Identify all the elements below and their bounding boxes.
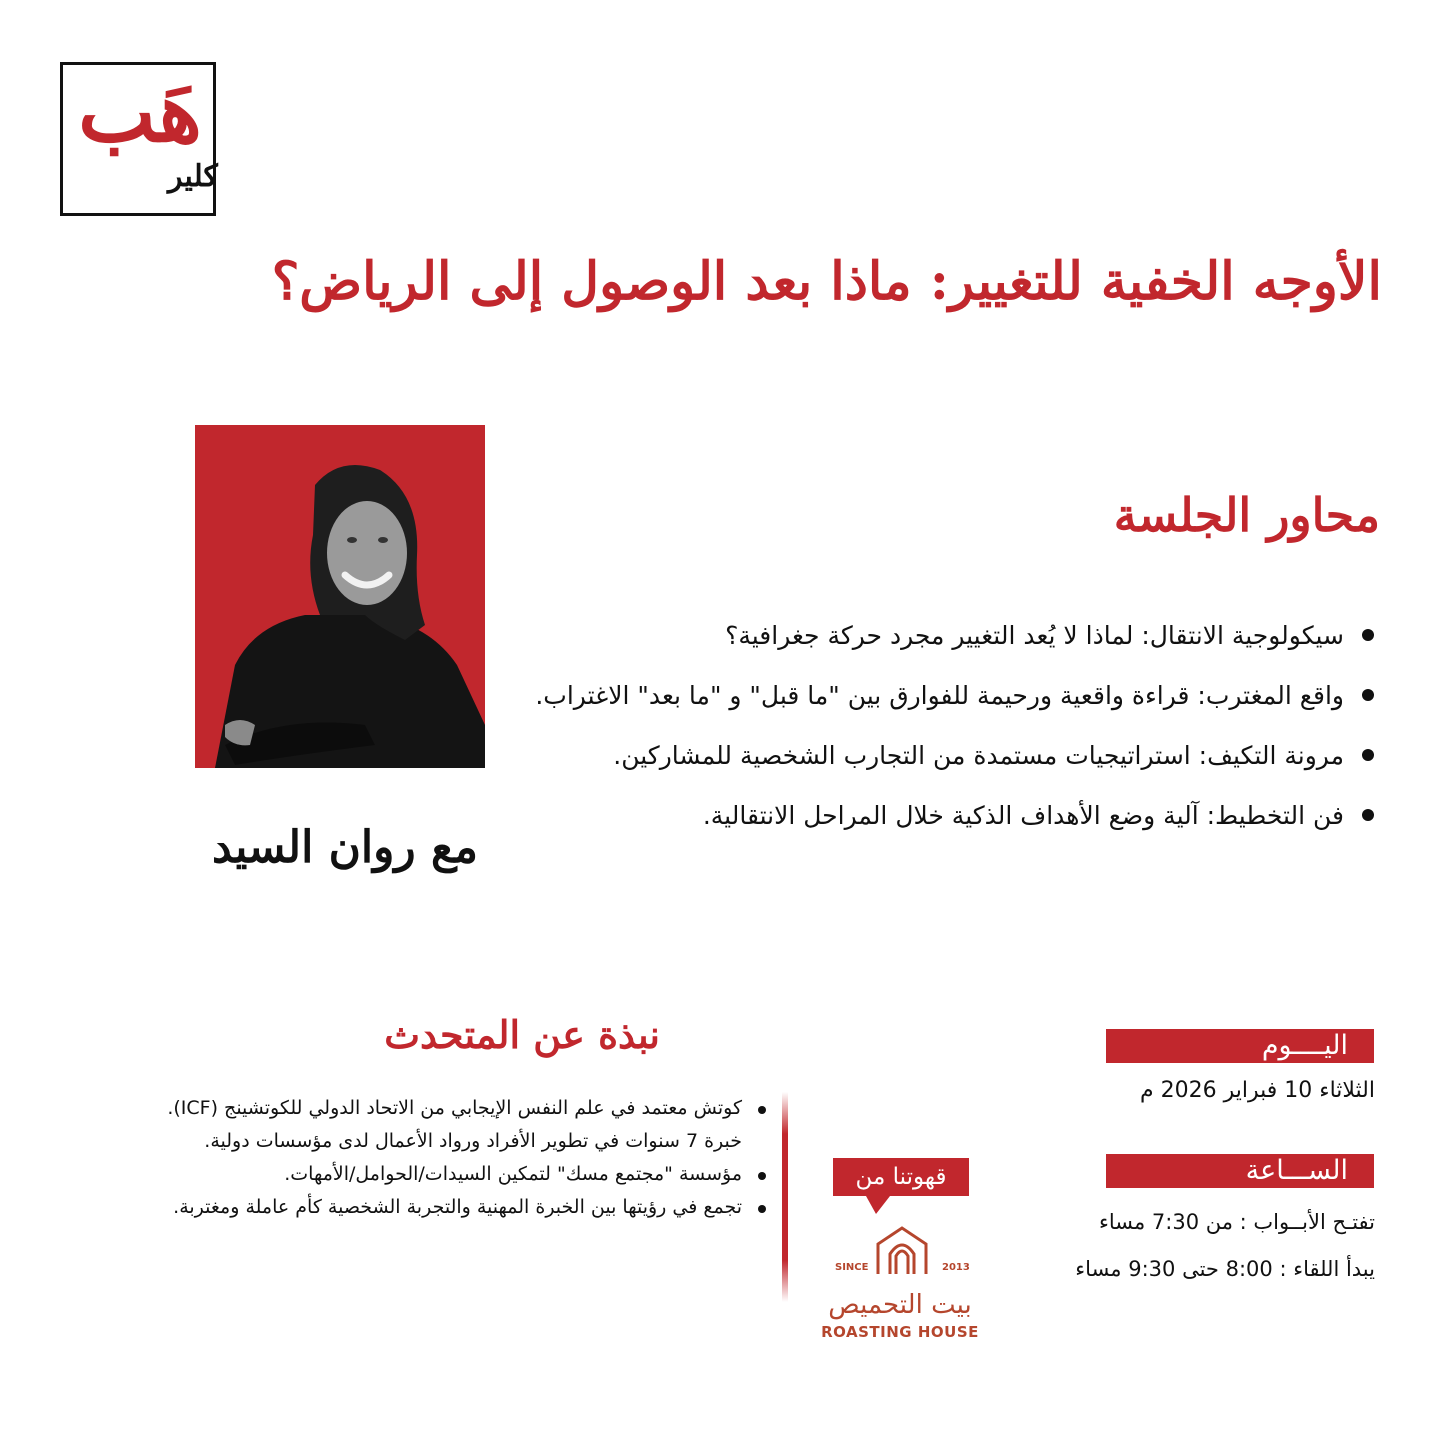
start-time: يبدأ اللقاء : 8:00 حتى 9:30 مساء (1075, 1257, 1375, 1281)
event-date: الثلاثاء 10 فبراير 2026 م (1139, 1078, 1375, 1103)
list-item: سيكولوجية الانتقال: لماذا لا يُعد التغيير مجرد حركة جغرافية؟ (518, 606, 1378, 666)
sponsor-name-english: ROASTING HOUSE (821, 1323, 979, 1341)
time-label: الســـاعة (1106, 1154, 1374, 1188)
list-item: مؤسسة "مجتمع مسك" لتمكين السيدات/الحوامل/الأمهات. (80, 1158, 770, 1191)
speaker-portrait-icon (195, 425, 485, 768)
day-label: اليــــوم (1106, 1029, 1374, 1063)
logo-main-text: هَب (78, 65, 202, 161)
session-axes-heading: محاور الجلسة (1113, 488, 1380, 542)
sponsor-name-arabic: بيت التحميص (828, 1290, 972, 1320)
list-item: خبرة 7 سنوات في تطوير الأفراد ورواد الأعمال لدى مؤسسات دولية. (204, 1130, 742, 1152)
list-item: مرونة التكيف: استراتيجيات مستمدة من التجارب الشخصية للمشاركين. (518, 726, 1378, 786)
speaker-photo (195, 425, 485, 768)
doors-open-time: تفتـح الأبــواب : من 7:30 مساء (1098, 1210, 1375, 1234)
speaker-bio-list (80, 1092, 770, 1224)
speaker-bio-heading: نبذة عن المتحدث (384, 1012, 660, 1057)
event-title: الأوجه الخفية للتغيير: ماذا بعد الوصول إلى الرياض؟ (271, 251, 1382, 312)
sponsor-year: 2013 (942, 1262, 970, 1273)
list-item: فن التخطيط: آلية وضع الأهداف الذكية خلال المراحل الانتقالية. (518, 786, 1378, 846)
sponsor-since: SINCE (835, 1262, 869, 1273)
list-item: تجمع في رؤيتها بين الخبرة المهنية والتجربة الشخصية كأم عاملة ومغتربة. (80, 1191, 770, 1224)
logo-sub-text: كلير (168, 159, 218, 194)
section-divider (782, 1092, 788, 1302)
sponsor-badge: قهوتنا من (833, 1158, 969, 1196)
speaker-name: مع روان السيد (212, 822, 478, 873)
sponsor-badge-tail (866, 1196, 890, 1214)
roasting-house-logo-icon (872, 1224, 932, 1276)
session-axes-list (518, 606, 1378, 846)
list-item: واقع المغترب: قراءة واقعية ورحيمة للفوارق بين "ما قبل" و "ما بعد" الاغتراب. (518, 666, 1378, 726)
list-item: كوتش معتمد في علم النفس الإيجابي من الاتحاد الدولي للكوتشينج (ICF). (80, 1092, 770, 1125)
